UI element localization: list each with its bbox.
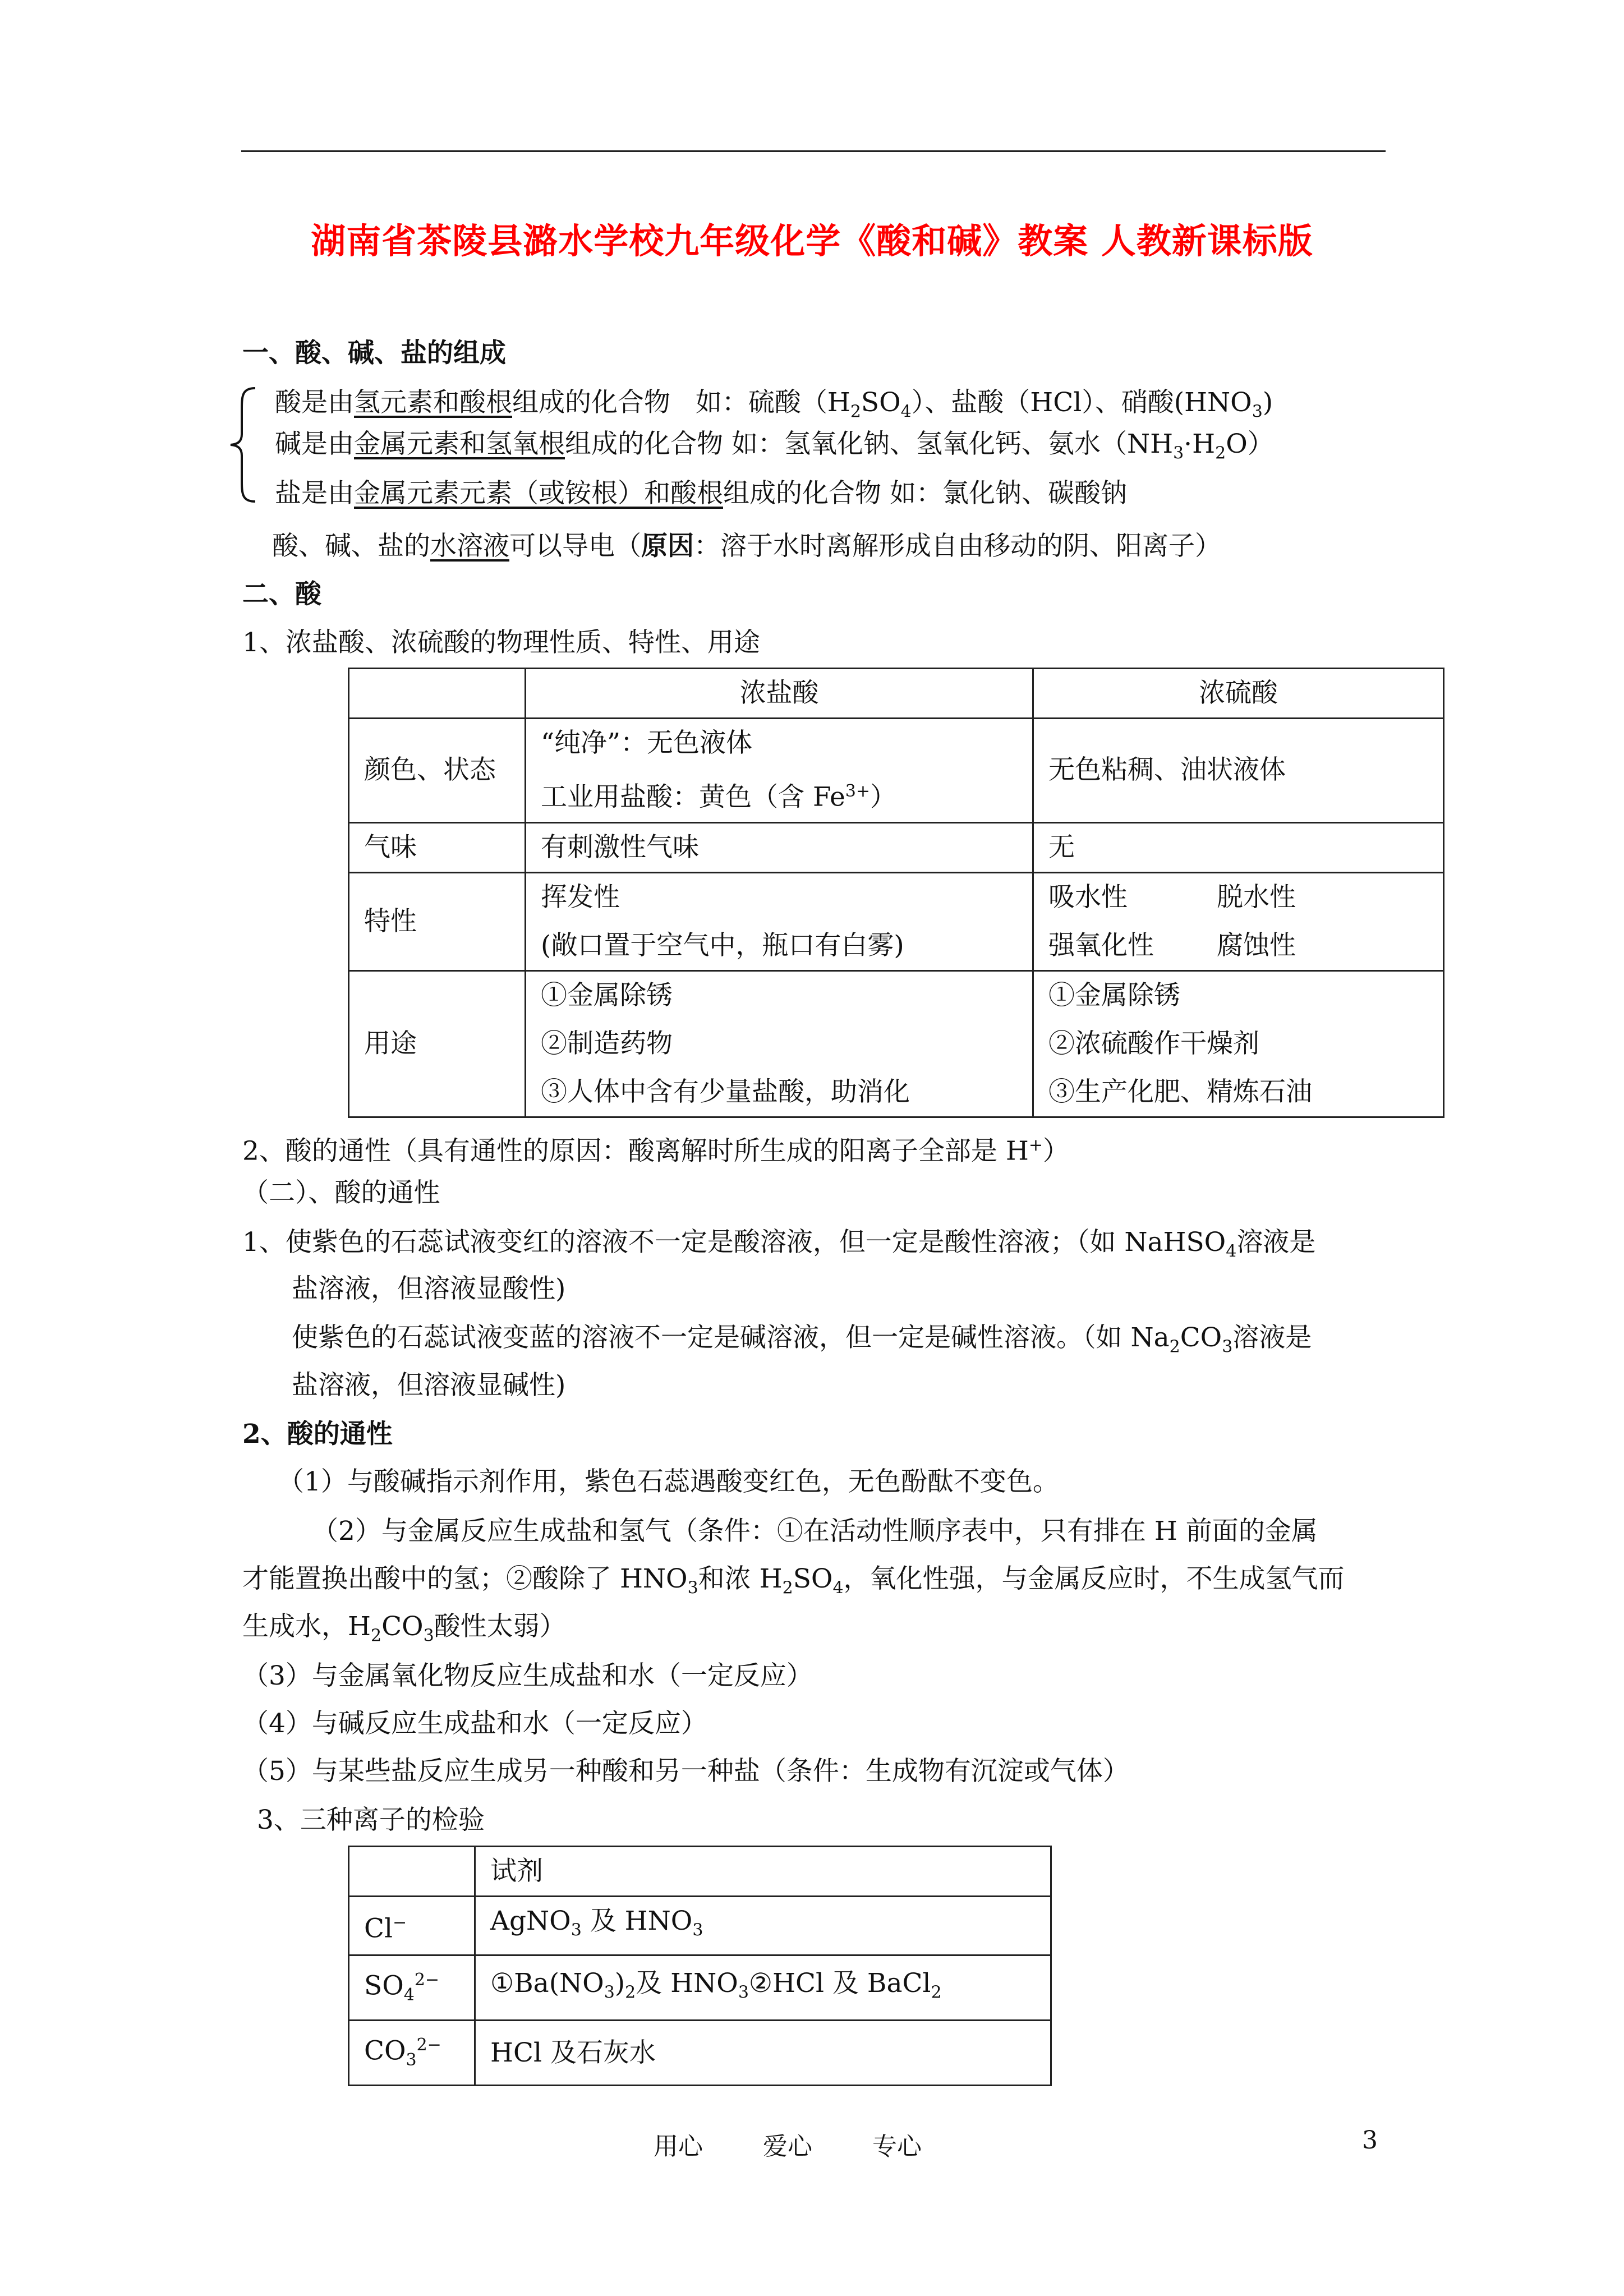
cell-line — [1048, 873, 1428, 922]
table-header-reagent: 试剂 — [475, 1847, 1051, 1897]
page-number: 3 — [1362, 2126, 1378, 2155]
text: ①Ba(NO — [490, 1967, 604, 1999]
reagent-cell: HCl 及石灰水 — [475, 2021, 1051, 2086]
subscript: 3 — [687, 1578, 698, 1598]
text: 和浓 H — [698, 1563, 783, 1594]
subscript: 4 — [1226, 1241, 1237, 1262]
subscript: 2 — [371, 1626, 382, 1646]
base-def-underlined: 金属元素和氢氧根 — [354, 429, 565, 459]
cell-line: (敞口置于空气中，瓶口有白雾) — [541, 930, 904, 961]
subscript: 3 — [692, 1920, 703, 1940]
subscript: 2 — [931, 1982, 942, 2003]
cell-text: 吸水性 — [1048, 881, 1128, 913]
section-heading-composition: 一、酸、碱、盐的组成 — [242, 338, 506, 369]
cond-mid: 可以导电（ — [509, 531, 641, 562]
cond-suffix: ：溶于水时离解形成自由移动的阴、阳离子） — [694, 531, 1221, 562]
conductivity-note — [272, 530, 1221, 563]
superscript: + — [1028, 1135, 1043, 1155]
subscript: 4 — [832, 1578, 844, 1598]
text: ） — [1042, 1135, 1069, 1167]
subscript: 2 — [782, 1578, 793, 1598]
text: 2、酸的通性（具有通性的原因：酸离解时所生成的阳离子全部是 H — [242, 1135, 1029, 1167]
text: 使紫色的石蕊试液变蓝的溶液不一定是碱溶液，但一定是碱性溶液。（如 Na — [292, 1322, 1170, 1353]
subscript: 4 — [900, 402, 912, 422]
document-title: 湖南省茶陵县潞水学校九年级化学《酸和碱》教案 人教新课标版 — [311, 220, 1313, 261]
text: 酸性太弱） — [434, 1611, 566, 1642]
acid-examples-4: ) — [1262, 387, 1273, 418]
subscript: 2 — [625, 1982, 636, 2003]
table-cell: 无 — [1033, 822, 1444, 872]
acid-def-underlined: 氢元素和酸根 — [354, 387, 512, 418]
superscript: 3+ — [845, 781, 871, 801]
cell-line: ②制造药物 — [541, 1028, 673, 1059]
litmus-red-note — [242, 1226, 1315, 1268]
acid-def-prefix: 酸是由 — [275, 387, 354, 418]
text: 及 HNO — [636, 1967, 738, 1999]
table-cell — [526, 719, 1033, 823]
text: 溶液是 — [1236, 1227, 1316, 1258]
text: 及 HNO — [581, 1906, 693, 1936]
cell-line: “纯净”：无色液体 — [541, 728, 753, 758]
property-5: （5）与某些盐反应生成另一种酸和另一种盐（条件：生成物有沉淀或气体） — [242, 1756, 1129, 1787]
table-cell — [526, 872, 1033, 970]
table-cell — [349, 669, 526, 719]
salt-def-underlined: 金属元素元素（或铵根）和酸根 — [354, 478, 723, 509]
text: 才能置换出酸中的氢；②酸除了 HNO — [242, 1563, 688, 1594]
text: AgNO — [490, 1906, 571, 1936]
header-rule — [241, 150, 1386, 152]
table-cell — [1033, 872, 1444, 970]
subscript: 2 — [1215, 443, 1226, 463]
property-3: （3）与金属氧化物反应生成盐和水（一定反应） — [242, 1660, 813, 1691]
base-def-prefix: 碱是由 — [275, 429, 354, 459]
subscript: 3 — [406, 2050, 417, 2070]
text: 溶液是 — [1232, 1322, 1312, 1353]
table-row — [349, 1847, 1051, 1897]
table-row — [349, 719, 1444, 823]
cell-text: ） — [870, 781, 897, 813]
base-examples-2: ·H — [1184, 429, 1216, 459]
cell-text: 脱水性 — [1217, 881, 1296, 913]
subscript: 3 — [604, 1982, 615, 2003]
subscript: 2 — [1169, 1337, 1180, 1357]
footer-motto-3: 专心 — [872, 2132, 922, 2161]
subheading-acid-properties: 2、酸的通性 — [242, 1419, 393, 1450]
acid-def-suffix: 组成的化合物 — [512, 387, 670, 418]
table-header-hcl: 浓盐酸 — [526, 669, 1033, 719]
subscript: 3 — [423, 1626, 434, 1646]
cell-text: 工业用盐酸：黄色（含 Fe — [541, 781, 845, 813]
acid-examples-3: ）、盐酸（HCl）、硝酸(HNO — [911, 387, 1252, 418]
section-heading-acid: 二、酸 — [242, 579, 321, 610]
text: 生成水，H — [242, 1611, 371, 1642]
acid-properties-table — [348, 668, 1444, 1118]
table-row — [349, 1955, 1051, 2021]
table-row — [349, 2021, 1051, 2086]
ion-cell — [349, 1897, 475, 1955]
reagent-cell — [475, 1955, 1051, 2021]
table-row — [349, 822, 1444, 872]
base-def-suffix: 组成的化合物 — [565, 429, 723, 459]
cell-line: ③生产化肥、精炼石油 — [1048, 1076, 1312, 1107]
cell-line: ①金属除锈 — [541, 979, 673, 1011]
reagent-cell — [475, 1897, 1051, 1955]
subscript: 3 — [738, 1982, 749, 2003]
litmus-blue-note-cont: 盐溶液，但溶液显碱性) — [292, 1370, 566, 1401]
salt-definition — [275, 477, 1127, 510]
salt-def-suffix: 组成的化合物 — [723, 478, 881, 509]
text: CO — [1180, 1322, 1222, 1353]
base-examples-3: O） — [1226, 429, 1274, 459]
cell-line — [541, 767, 1018, 822]
property-4: （4）与碱反应生成盐和水（一定反应） — [242, 1708, 707, 1739]
base-definition — [275, 427, 1274, 470]
curly-brace-icon — [227, 386, 261, 504]
litmus-red-note-cont: 盐溶液，但溶液显酸性) — [292, 1273, 566, 1304]
table-row — [349, 970, 1444, 1117]
subscript: 4 — [403, 1985, 415, 2005]
ion-cell — [349, 2021, 475, 2086]
subscript: 3 — [1252, 402, 1263, 422]
cell-line: ①金属除锈 — [1048, 979, 1180, 1011]
row-label: 特性 — [349, 872, 526, 970]
cond-prefix: 酸、碱、盐的 — [272, 531, 430, 562]
subheading-general-properties: （二）、酸的通性 — [242, 1177, 440, 1208]
base-examples: 如：氢氧化钠、氢氧化钙、氨水（NH — [731, 429, 1174, 459]
text: ，氧化性强，与金属反应时，不生成氢气而 — [843, 1563, 1345, 1594]
footer-motto-1: 用心 — [654, 2132, 703, 2161]
ion-cell — [349, 1955, 475, 2021]
subscript: 2 — [850, 402, 861, 422]
text: 1、使紫色的石蕊试液变红的溶液不一定是酸溶液，但一定是酸性溶液；（如 NaHSO — [242, 1227, 1226, 1258]
cell-line: 挥发性 — [541, 881, 620, 913]
ion-test-table — [348, 1846, 1052, 2086]
cell-line: ③人体中含有少量盐酸，助消化 — [541, 1076, 910, 1107]
text: CO — [364, 2036, 406, 2067]
subheading-ion-tests: 3、三种离子的检验 — [257, 1805, 485, 1835]
subscript: 3 — [571, 1920, 582, 1940]
acid-definition — [275, 386, 1273, 429]
footer-motto-2: 爱心 — [763, 2132, 812, 2161]
table-cell: 有刺激性气味 — [526, 822, 1033, 872]
salt-def-prefix: 盐是由 — [275, 478, 354, 509]
superscript: − — [393, 1912, 407, 1932]
table-cell — [526, 970, 1033, 1117]
acid-examples: 如：硫酸（H — [695, 387, 850, 418]
text: SO — [793, 1563, 833, 1594]
acid-examples-2: SO — [861, 387, 901, 418]
row-label: 气味 — [349, 822, 526, 872]
cond-bold: 原因 — [641, 531, 694, 562]
table-row — [349, 1897, 1051, 1955]
table-cell: 无色粘稠、油状液体 — [1033, 719, 1444, 823]
cond-underlined: 水溶液 — [430, 531, 509, 562]
text: SO — [364, 1971, 404, 2002]
subscript: 3 — [1222, 1337, 1233, 1357]
superscript: 2− — [414, 1970, 440, 1990]
cell-line — [1048, 922, 1428, 970]
text: ) — [614, 1967, 625, 1999]
table-cell — [349, 1847, 475, 1897]
subscript: 3 — [1173, 443, 1184, 463]
property-2: （2）与金属反应生成盐和氢气（条件：①在活动性顺序表中，只有排在 H 前面的金属 — [312, 1516, 1318, 1547]
salt-examples: 如：氯化钠、碳酸钠 — [889, 478, 1127, 509]
property-2-cont — [242, 1562, 1345, 1605]
table-header-h2so4: 浓硫酸 — [1033, 669, 1444, 719]
text: CO — [381, 1611, 424, 1642]
property-2-cont2 — [242, 1610, 566, 1653]
superscript: 2− — [416, 2035, 441, 2055]
text: Cl — [364, 1913, 393, 1944]
general-properties-intro — [242, 1129, 1069, 1168]
cell-text: 强氧化性 — [1048, 930, 1154, 961]
cell-text: 腐蚀性 — [1217, 930, 1296, 961]
table-row — [349, 669, 1444, 719]
table-row — [349, 872, 1444, 970]
table-cell — [1033, 970, 1444, 1117]
litmus-blue-note — [292, 1321, 1312, 1364]
cell-line: ②浓硫酸作干燥剂 — [1048, 1028, 1259, 1059]
row-label: 颜色、状态 — [349, 719, 526, 823]
subheading-physical-properties: 1、浓盐酸、浓硫酸的物理性质、特性、用途 — [242, 627, 760, 658]
text: ②HCl 及 BaCl — [748, 1967, 931, 1999]
property-1: （1）与酸碱指示剂作用，紫色石蕊遇酸变红色，无色酚酞不变色。 — [278, 1466, 1059, 1497]
row-label: 用途 — [349, 970, 526, 1117]
